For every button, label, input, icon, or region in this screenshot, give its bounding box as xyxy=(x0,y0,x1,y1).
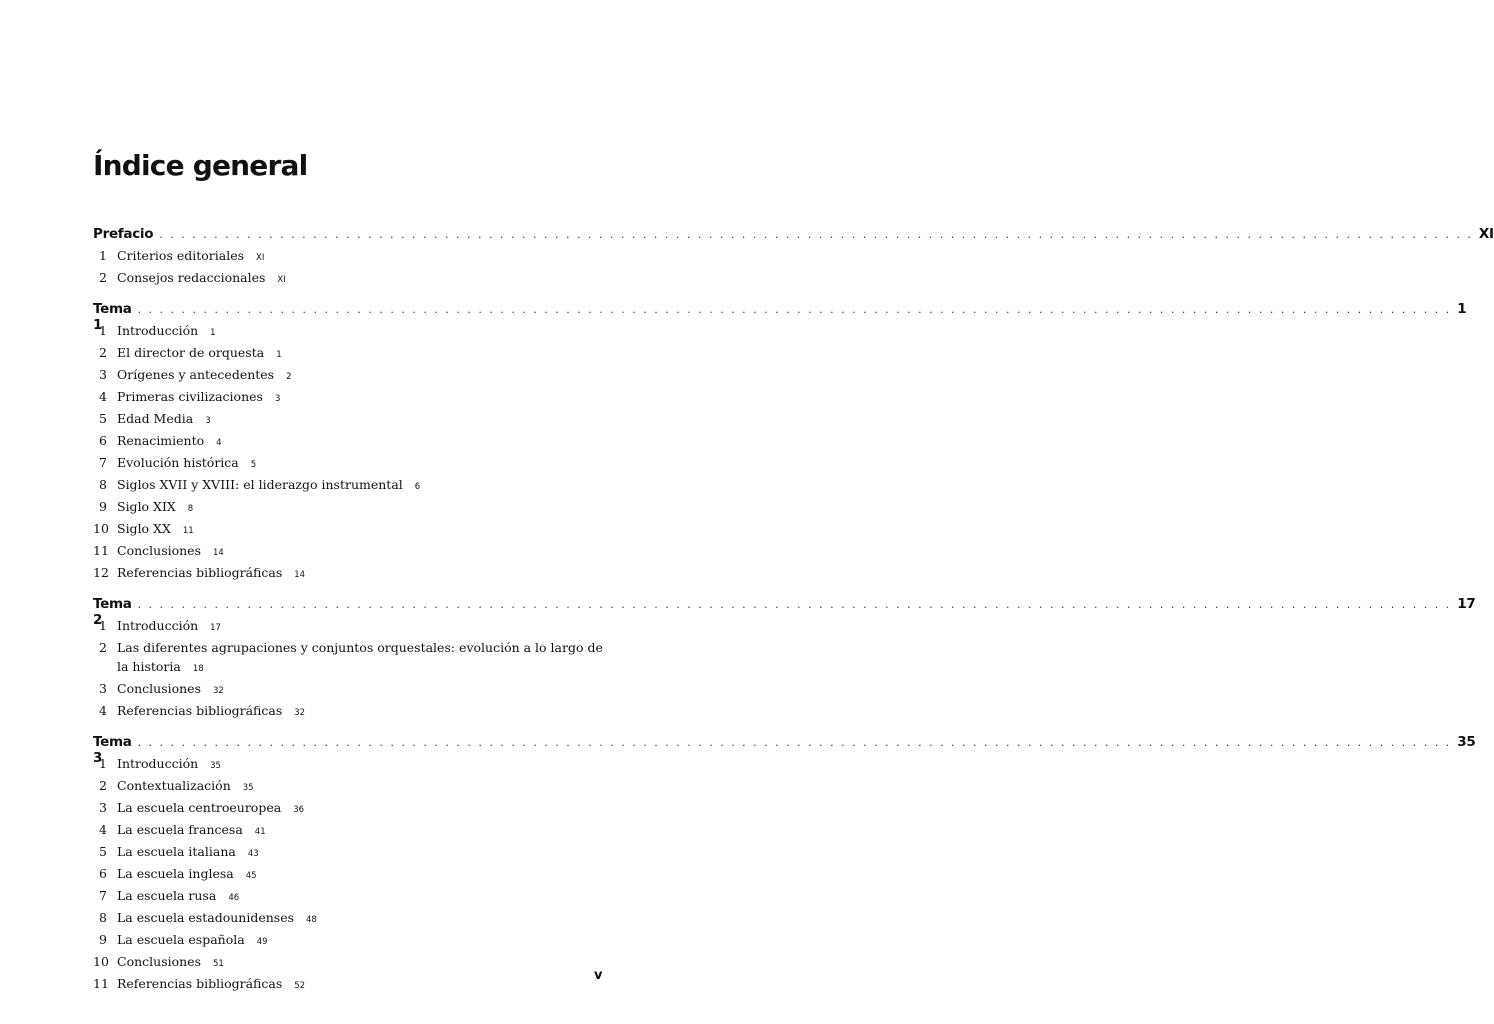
entry-number: 9 xyxy=(99,499,107,514)
toc-entry[interactable] xyxy=(93,930,603,952)
entry-page: 18 xyxy=(192,664,204,674)
entry-number: 3 xyxy=(99,800,107,815)
entry-text-wrap xyxy=(117,321,603,343)
toc-entry[interactable] xyxy=(93,268,603,290)
table-of-contents xyxy=(93,226,1494,1007)
entry-text-wrap xyxy=(117,886,603,908)
entry-title: Conclusiones xyxy=(117,681,201,696)
entry-number: 1 xyxy=(99,248,107,263)
entry-text-wrap xyxy=(117,409,603,431)
entry-page: 49 xyxy=(256,937,268,947)
entry-number: 3 xyxy=(99,367,107,382)
entry-title: La escuela española xyxy=(117,932,245,947)
entry-number: 5 xyxy=(99,411,107,426)
dot-leader: . . . . . . . . . . . . . . . . . . . . . . . . . . . . . . . . . . . . . . . . . . . . . . . . . . . . . . . . . . . . . . . . . . . . . . . . . . . . . . . . . . . . . . . . . . . . . . . . . . . . . . . . . . . . . . . . . . . . . . . . xyxy=(137,736,1452,749)
entry-number: 3 xyxy=(99,681,107,696)
entry-number: 1 xyxy=(99,323,107,338)
toc-entry[interactable] xyxy=(93,864,603,886)
toc-entry[interactable] xyxy=(93,563,603,585)
entry-title: Edad Media xyxy=(117,411,194,426)
entry-number: 10 xyxy=(93,954,109,969)
entry-text-wrap xyxy=(117,475,603,497)
toc-entry[interactable] xyxy=(93,776,603,798)
toc-entry[interactable] xyxy=(93,908,603,930)
chapter-page: 35 xyxy=(1457,734,1476,750)
toc-entry[interactable] xyxy=(93,974,603,996)
entry-text-wrap xyxy=(117,541,603,563)
entry-number: 4 xyxy=(99,389,107,404)
entry-number: 7 xyxy=(99,888,107,903)
toc-entry[interactable] xyxy=(93,842,603,864)
entry-number: 4 xyxy=(99,703,107,718)
entry-page: 35 xyxy=(210,761,221,771)
chapter-title: Prefacio xyxy=(93,226,154,242)
entry-page: 6 xyxy=(414,482,421,492)
entry-title: Siglo XX xyxy=(117,521,171,536)
toc-entry[interactable] xyxy=(93,679,603,701)
entry-text-wrap xyxy=(117,497,603,519)
toc-entry[interactable] xyxy=(93,475,603,497)
entry-number: 4 xyxy=(99,822,107,837)
entry-page: 14 xyxy=(213,548,224,558)
entry-title: Referencias bibliográficas xyxy=(117,976,283,991)
toc-chapter xyxy=(93,226,1494,290)
entry-title: Consejos redaccionales xyxy=(117,270,266,285)
dot-leader: . . . . . . . . . . . . . . . . . . . . . . . . . . . . . . . . . . . . . . . . . . . . . . . . . . . . . . . . . . . . . . . . . . . . . . . . . . . . . . . . . . . . . . . . . . . . . . . . . . . . . . . . . . . . . . . . . . . . . . . . xyxy=(137,598,1452,611)
entry-number: 12 xyxy=(93,565,109,580)
toc-entry[interactable] xyxy=(93,519,603,541)
toc-entry[interactable] xyxy=(93,541,603,563)
entry-page: XI xyxy=(277,275,286,285)
entry-text-wrap xyxy=(117,616,603,638)
toc-entry[interactable] xyxy=(93,701,603,723)
entry-text-wrap xyxy=(117,776,603,798)
entry-title: Orígenes y antecedentes xyxy=(117,367,275,382)
entry-number: 2 xyxy=(99,778,107,793)
entry-page: 46 xyxy=(228,893,240,903)
entry-number: 1 xyxy=(99,618,107,633)
page-number: v xyxy=(594,968,603,983)
entry-number: 1 xyxy=(99,756,107,771)
entry-page: 8 xyxy=(187,504,194,514)
toc-entry[interactable] xyxy=(93,638,603,679)
entry-text-wrap xyxy=(117,563,603,585)
entry-title: Introducción xyxy=(117,323,199,338)
entry-number: 7 xyxy=(99,455,107,470)
entry-title: Referencias bibliográficas xyxy=(117,565,283,580)
toc-chapter xyxy=(93,734,1476,996)
entry-text-wrap xyxy=(117,431,603,453)
chapter-heading[interactable] xyxy=(93,226,1494,246)
entry-page: 14 xyxy=(294,570,306,580)
entry-title: La escuela inglesa xyxy=(117,866,234,881)
entry-title: Contextualización xyxy=(117,778,231,793)
entry-text-wrap xyxy=(117,701,603,723)
entry-title: La escuela francesa xyxy=(117,822,243,837)
entry-text-wrap xyxy=(117,268,603,290)
toc-entry[interactable] xyxy=(93,820,603,842)
chapter-page: 1 xyxy=(1457,301,1467,317)
entry-page: 4 xyxy=(216,438,222,448)
toc-entry[interactable] xyxy=(93,321,603,343)
entry-title: La escuela rusa xyxy=(117,888,217,903)
entry-page: 45 xyxy=(245,871,257,881)
entry-number: 11 xyxy=(93,976,109,991)
entry-page: 35 xyxy=(242,783,254,793)
chapter-title: Tema 3 xyxy=(93,734,132,766)
entry-page: 17 xyxy=(210,623,221,633)
entry-text-wrap xyxy=(117,387,603,409)
entry-text-wrap xyxy=(117,842,603,864)
entry-title: La escuela italiana xyxy=(117,844,236,859)
chapter-title: Tema 1 xyxy=(93,301,132,333)
chapter-title: Tema 2 xyxy=(93,596,132,628)
entry-page: 48 xyxy=(306,915,317,925)
entry-number: 6 xyxy=(99,433,107,448)
entry-page: 2 xyxy=(286,372,292,382)
toc-entry[interactable] xyxy=(93,365,603,387)
toc-chapter xyxy=(93,301,1467,585)
entry-title: El director de orquesta xyxy=(117,345,265,360)
entry-page: 41 xyxy=(254,827,266,837)
entry-page: XI xyxy=(256,253,265,263)
entry-page: 36 xyxy=(293,805,305,815)
entry-page: 52 xyxy=(294,981,306,991)
entry-title: Siglos XVII y XVIII: el liderazgo instrumental xyxy=(117,477,403,492)
entry-text-wrap xyxy=(117,453,603,475)
entry-number: 2 xyxy=(99,270,107,285)
chapter-page: XI xyxy=(1478,226,1494,242)
toc-entry[interactable] xyxy=(93,952,603,974)
entry-title: Conclusiones xyxy=(117,543,201,558)
entry-text-wrap xyxy=(117,638,603,679)
entry-title: Las diferentes agrupaciones y conjuntos orquestales: evolución a lo largo de la historia xyxy=(117,640,603,674)
toc-entry[interactable] xyxy=(93,343,603,365)
entry-title: La escuela estadounidenses xyxy=(117,910,295,925)
entry-page: 5 xyxy=(250,460,257,470)
entry-page: 1 xyxy=(210,328,216,338)
entry-number: 8 xyxy=(99,910,107,925)
entry-title: Renacimiento xyxy=(117,433,205,448)
entry-text-wrap xyxy=(117,952,603,974)
toc-chapter xyxy=(93,596,1476,723)
toc-entry[interactable] xyxy=(93,387,603,409)
entry-title: Introducción xyxy=(117,756,199,771)
entry-number: 6 xyxy=(99,866,107,881)
entry-page: 32 xyxy=(213,686,224,696)
toc-entry[interactable] xyxy=(93,798,603,820)
entry-number: 9 xyxy=(99,932,107,947)
entry-page: 1 xyxy=(276,350,282,360)
dot-leader: . . . . . . . . . . . . . . . . . . . . . . . . . . . . . . . . . . . . . . . . . . . . . . . . . . . . . . . . . . . . . . . . . . . . . . . . . . . . . . . . . . . . . . . . . . . . . . . . . . . . . . . . . . . . . . . . . . . . . . . . xyxy=(137,303,1452,316)
entry-text-wrap xyxy=(117,519,603,541)
page-title: Índice general xyxy=(93,149,308,182)
toc-entry[interactable] xyxy=(93,497,603,519)
entry-text-wrap xyxy=(117,930,603,952)
entry-title: Evolución histórica xyxy=(117,455,239,470)
toc-entry[interactable] xyxy=(93,886,603,908)
entry-title: Primeras civilizaciones xyxy=(117,389,263,404)
entry-text-wrap xyxy=(117,974,603,996)
entry-number: 8 xyxy=(99,477,107,492)
toc-entry[interactable] xyxy=(93,409,603,431)
entry-page: 3 xyxy=(205,416,211,426)
entry-title: Criterios editoriales xyxy=(117,248,245,263)
entry-text-wrap xyxy=(117,820,603,842)
chapter-page: 17 xyxy=(1457,596,1476,612)
entry-title: Conclusiones xyxy=(117,954,201,969)
entry-text-wrap xyxy=(117,798,603,820)
entry-title: Introducción xyxy=(117,618,199,633)
entry-number: 2 xyxy=(99,640,107,655)
toc-entry[interactable] xyxy=(93,616,603,638)
entry-title: La escuela centroeuropea xyxy=(117,800,282,815)
entry-text-wrap xyxy=(117,246,603,268)
entry-page: 32 xyxy=(294,708,306,718)
entry-page: 11 xyxy=(182,526,194,536)
entry-text-wrap xyxy=(117,754,603,776)
toc-entry[interactable] xyxy=(93,754,603,776)
entry-number: 10 xyxy=(93,521,109,536)
entry-text-wrap xyxy=(117,679,603,701)
toc-entry[interactable] xyxy=(93,246,603,268)
entry-page: 3 xyxy=(274,394,281,404)
entry-text-wrap xyxy=(117,365,603,387)
toc-entry[interactable] xyxy=(93,431,603,453)
entry-number: 2 xyxy=(99,345,107,360)
entry-page: 51 xyxy=(213,959,224,969)
entry-text-wrap xyxy=(117,864,603,886)
entry-number: 5 xyxy=(99,844,107,859)
entry-page: 43 xyxy=(247,849,259,859)
entry-title: Referencias bibliográficas xyxy=(117,703,283,718)
entry-number: 11 xyxy=(93,543,109,558)
entry-text-wrap xyxy=(117,343,603,365)
toc-entry[interactable] xyxy=(93,453,603,475)
dot-leader: . . . . . . . . . . . . . . . . . . . . . . . . . . . . . . . . . . . . . . . . . . . . . . . . . . . . . . . . . . . . . . . . . . . . . . . . . . . . . . . . . . . . . . . . . . . . . . . . . . . . . . . . . . . . . . . . . . . . . . . . xyxy=(159,228,1473,241)
entry-text-wrap xyxy=(117,908,603,930)
entry-title: Siglo XIX xyxy=(117,499,176,514)
